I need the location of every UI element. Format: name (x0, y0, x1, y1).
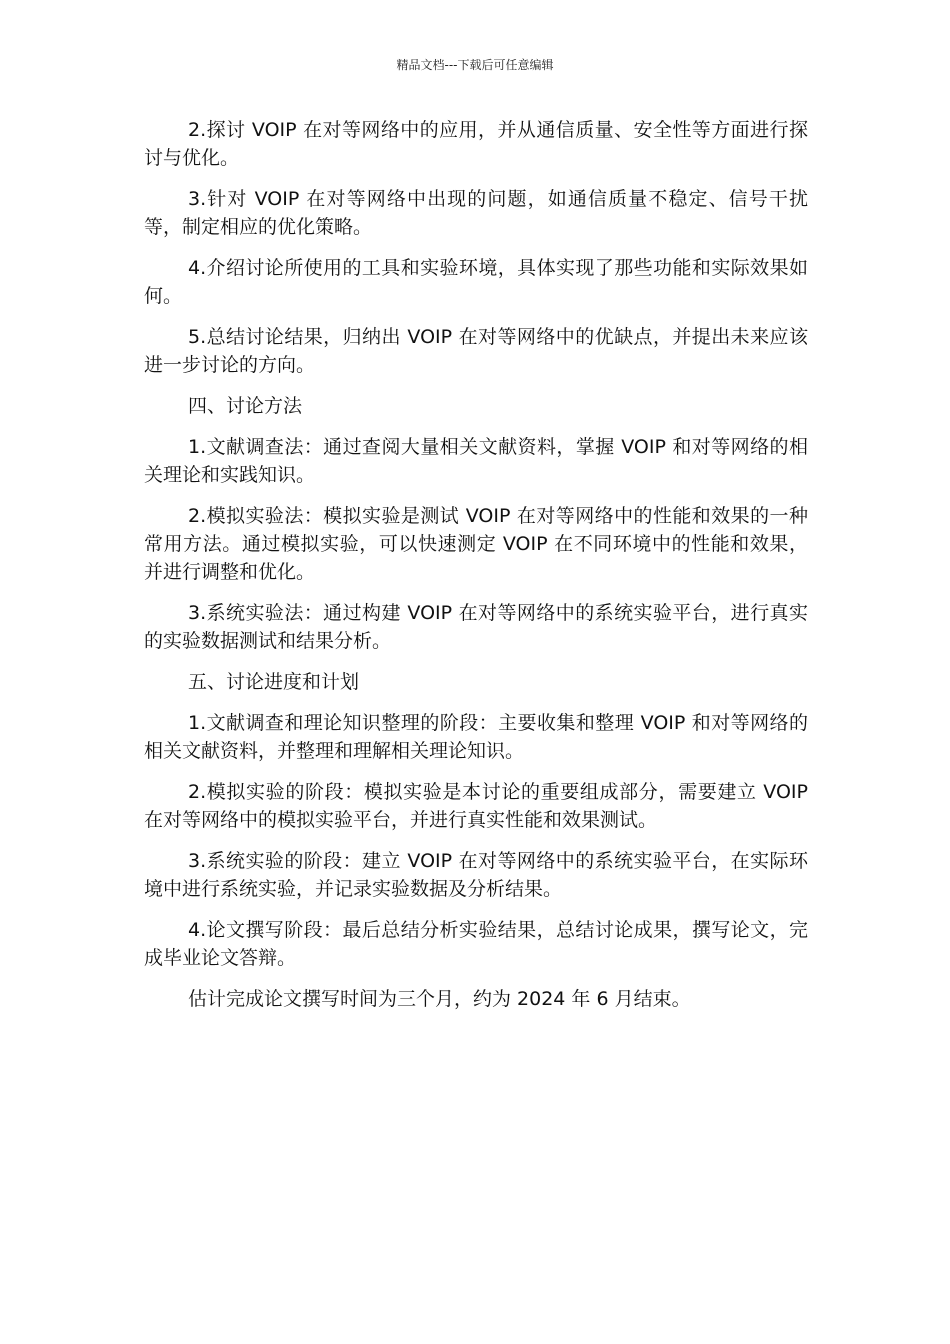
paragraph-stage-4: 4.论文撰写阶段：最后总结分析实验结果，总结讨论成果，撰写论文，完成毕业论文答辩。 (144, 919, 808, 969)
paragraph-estimate: 估计完成论文撰写时间为三个月，约为 2024 年 6 月结束。 (188, 988, 691, 1010)
paragraph-goal-3: 3.针对 VOIP 在对等网络中出现的问题，如通信质量不稳定、信号干扰等，制定相应的优化策略。 (144, 188, 808, 238)
paragraph-stage-1: 1.文献调查和理论知识整理的阶段：主要收集和整理 VOIP 和对等网络的相关文献资料，并整理和理解相关理论知识。 (144, 712, 808, 762)
paragraph-stage-3: 3.系统实验的阶段：建立 VOIP 在对等网络中的系统实验平台，在实际环境中进行系统实验，并记录实验数据及分析结果。 (144, 850, 808, 900)
page-header: 精品文档---下载后可任意编辑 (396, 58, 554, 72)
section-heading-methods: 四、讨论方法 (188, 395, 303, 417)
paragraph-goal-2: 2.探讨 VOIP 在对等网络中的应用，并从通信质量、安全性等方面进行探讨与优化。 (144, 119, 808, 169)
paragraph-goal-5: 5.总结讨论结果，归纳出 VOIP 在对等网络中的优缺点，并提出未来应该进一步讨论的方向。 (144, 326, 808, 376)
paragraph-method-2: 2.模拟实验法：模拟实验是测试 VOIP 在对等网络中的性能和效果的一种常用方法。通过模拟实验，可以快速测定 VOIP 在不同环境中的性能和效果，并进行调整和优化。 (144, 505, 808, 583)
document-body (144, 116, 808, 1026)
paragraph-method-3: 3.系统实验法：通过构建 VOIP 在对等网络中的系统实验平台，进行真实的实验数据测试和结果分析。 (144, 602, 808, 652)
section-heading-schedule: 五、讨论进度和计划 (188, 671, 360, 693)
paragraph-stage-2: 2.模拟实验的阶段：模拟实验是本讨论的重要组成部分，需要建立 VOIP 在对等网络中的模拟实验平台，并进行真实性能和效果测试。 (144, 781, 808, 831)
paragraph-method-1: 1.文献调查法：通过查阅大量相关文献资料，掌握 VOIP 和对等网络的相关理论和实践知识。 (144, 436, 808, 486)
paragraph-goal-4: 4.介绍讨论所使用的工具和实验环境，具体实现了那些功能和实际效果如何。 (144, 257, 808, 307)
